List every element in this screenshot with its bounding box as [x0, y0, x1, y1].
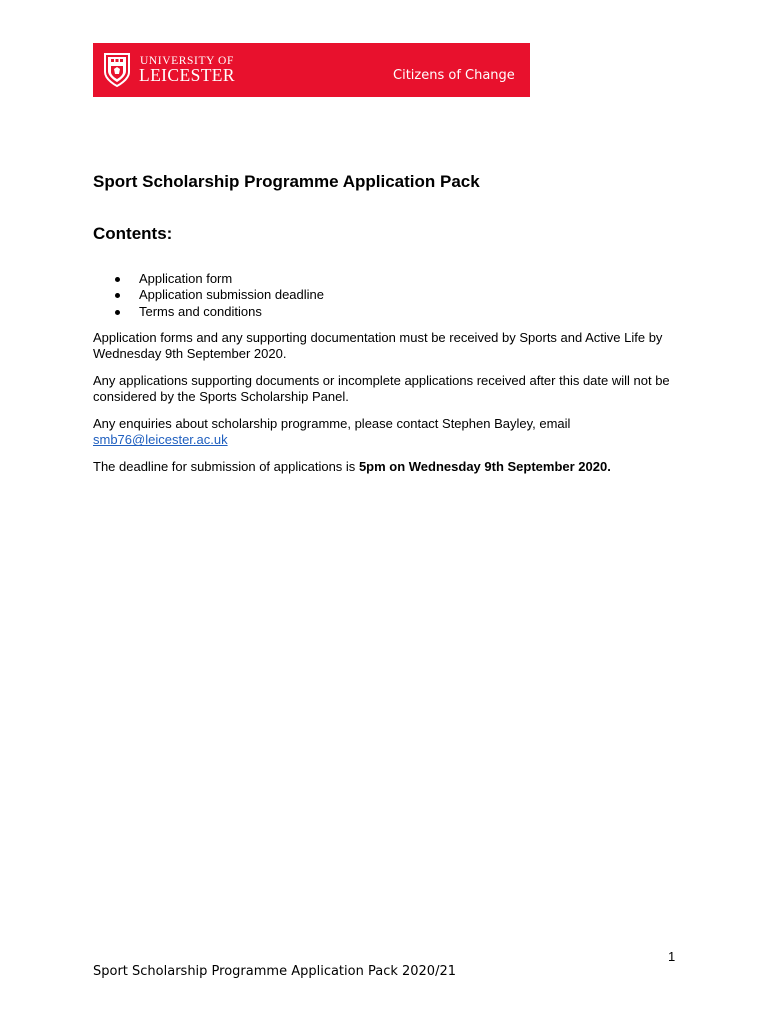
contents-item-label: Application submission deadline: [139, 287, 325, 303]
contents-item-label: Application form: [139, 271, 233, 286]
contents-item: [93, 287, 324, 303]
enquiries-paragraph: [93, 416, 683, 449]
deadline-date: 5pm on Wednesday 9th September 2020.: [358, 459, 611, 474]
page-number: 1: [668, 949, 676, 964]
contents-list: [93, 271, 324, 320]
document-title: Sport Scholarship Programme Application Pack: [93, 172, 480, 191]
bullet-icon: [115, 293, 120, 298]
deadline-text: The deadline for submission of applications is: [93, 459, 356, 474]
deadline-paragraph: [93, 459, 683, 475]
late-applications-paragraph: Any applications supporting documents or incomplete applications received after this date will not be considered by the Sports Scholarship Panel.: [93, 373, 670, 405]
university-banner: [93, 43, 530, 97]
bullet-icon: [115, 310, 120, 315]
university-crest-icon: [103, 52, 131, 88]
logo-university-of: UNIVERSITY OF: [140, 55, 234, 67]
page-footer: Sport Scholarship Programme Application Pack 2020/21: [93, 964, 457, 979]
logo-leicester: LEICESTER: [139, 65, 235, 85]
contents-item: [93, 271, 324, 287]
banner-tagline: Citizens of Change: [393, 68, 515, 83]
submission-paragraph: Application forms and any supporting documentation must be received by Sports and Active Life by Wednesday 9th September 2020.: [93, 330, 663, 362]
contents-item-label: Terms and conditions: [139, 303, 262, 319]
bullet-icon: [115, 277, 120, 282]
contact-email-link[interactable]: smb76@leicester.ac.uk: [93, 432, 228, 448]
enquiries-text: Any enquiries about scholarship programme, please contact Stephen Bayley, email: [93, 416, 571, 431]
contents-item: [93, 304, 324, 320]
contents-heading: Contents:: [93, 224, 173, 243]
